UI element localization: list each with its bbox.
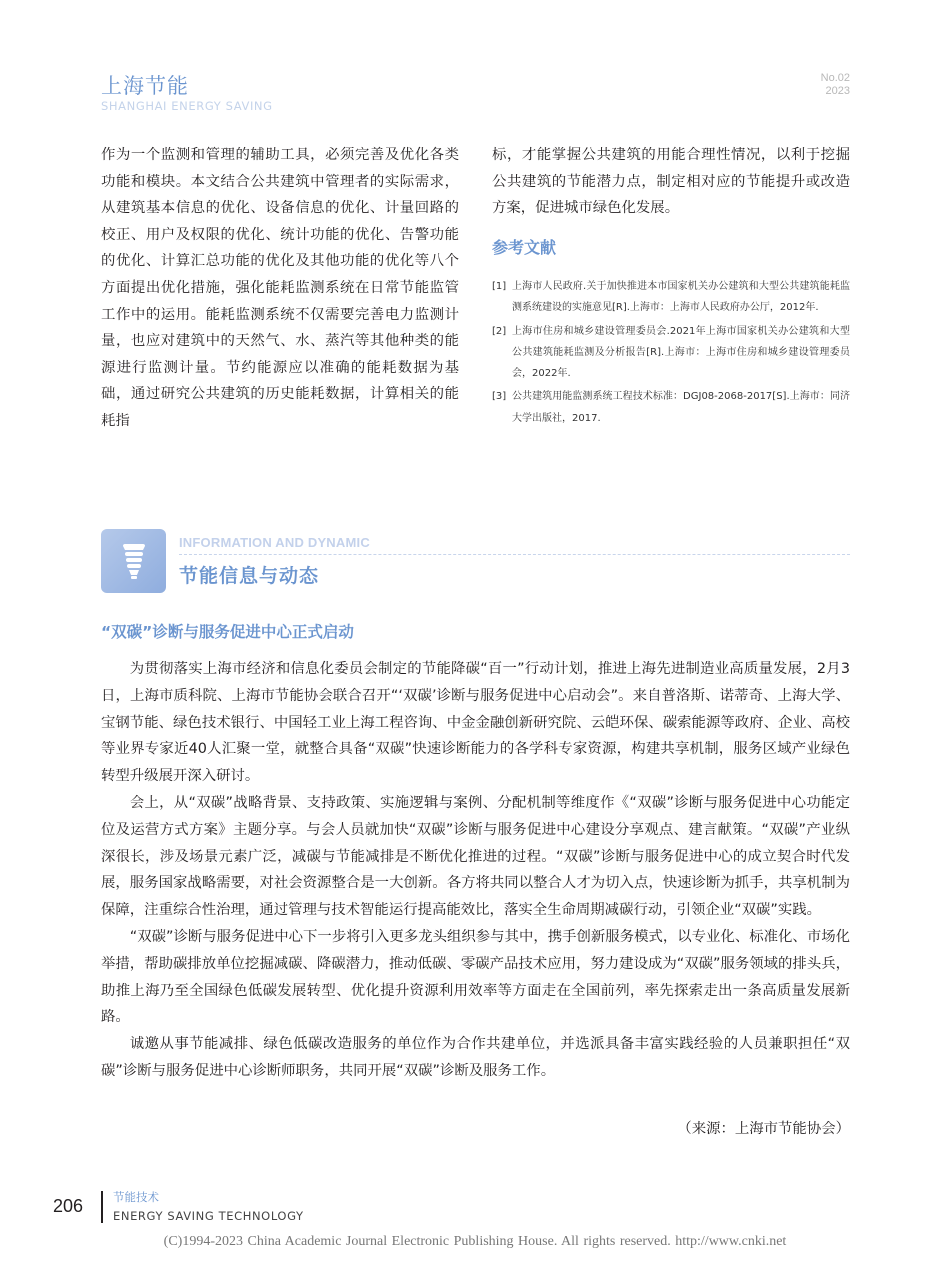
page-number: 206 <box>53 1196 84 1216</box>
footer-journal-en: ENERGY SAVING TECHNOLOGY <box>113 1209 304 1223</box>
references-title: 参考文献 <box>492 238 557 257</box>
reference-text: 公共建筑用能监测系统工程技术标准：DGJ08-2068-2017[S].上海市：同济大学出版社，2017. <box>512 391 850 424</box>
issue-year: 2023 <box>825 85 850 97</box>
right-column-text: 标，才能掌握公共建筑的用能合理性情况，以利于挖掘公共建筑的节能潜力点，制定相对应的节能提升或改造方案，促进城市绿色化发展。 <box>492 147 850 217</box>
section-divider <box>179 554 850 555</box>
reference-text: 上海市住房和城乡建设管理委员会.2021年上海市国家机关办公建筑和大型公共建筑能耗监测及分析报告[R].上海市：上海市住房和城乡建设管理委员会，2022年. <box>512 325 850 380</box>
references-list <box>492 276 850 431</box>
issue-number: No.02 <box>820 72 850 84</box>
article-source: （来源：上海市节能协会） <box>677 1121 850 1137</box>
lightbulb-icon <box>120 542 148 580</box>
reference-item <box>492 321 850 385</box>
reference-number: [2] <box>492 325 507 337</box>
footer-journal-cn: 节能技术 <box>113 1190 159 1204</box>
copyright-notice: (C)1994-2023 China Academic Journal Electronic Publishing House. All rights reserved. http://www.cnki.net <box>163 1234 787 1249</box>
reference-item <box>492 276 850 319</box>
section-title-cn: 节能信息与动态 <box>179 565 320 587</box>
article-paragraph: 为贯彻落实上海市经济和信息化委员会制定的节能降碳“百一”行动计划，推进上海先进制造业高质量发展，2月3日，上海市质科院、上海市节能协会联合召开“‘双碳’诊断与服务促进中心启动会”。来自普洛斯、诺蒂奇、上海大学、宝钢节能、绿色技术银行、中国轻工业上海工程咨询、中金金融创新研究院、云皑环保、碳索能源等政府、企业、高校等业界专家近40人汇聚一堂，就整合具备“双碳”快速诊断能力的各学科专家资源，构建共享机制，服务区域产业绿色转型升级展开深入研讨。 <box>101 661 850 785</box>
journal-header-title: 上海节能 <box>101 74 189 98</box>
reference-number: [3] <box>492 391 507 403</box>
article-title: “双碳”诊断与服务促进中心正式启动 <box>101 623 354 641</box>
left-column-text: 作为一个监测和管理的辅助工具，必须完善及优化各类功能和模块。本文结合公共建筑中管理者的实际需求，从建筑基本信息的优化、设备信息的优化、计量回路的校正、用户及权限的优化、统计功能的优化、告警功能的优化、计算汇总功能的优化及其他功能的优化等八个方面提出优化措施，强化能耗监测系统在日常节能监管工作中的运用。能耗监测系统不仅需要完善电力监测计量，也应对建筑中的天然气、水、蒸汽等其他种类的能源进行监测计量。节约能源应以准确的能耗数据为基础，通过研究公共建筑的历史能耗数据，计算相关的能耗指 <box>101 147 459 429</box>
journal-header-subtitle: SHANGHAI ENERGY SAVING <box>101 99 273 113</box>
footer-divider <box>101 1191 103 1223</box>
article-body <box>101 656 850 1085</box>
reference-item <box>492 386 850 429</box>
issue-info <box>821 72 850 98</box>
reference-number: [1] <box>492 281 507 292</box>
section-title-en: INFORMATION AND DYNAMIC <box>179 535 370 550</box>
article-paragraph: 会上，从“双碳”战略背景、支持政策、实施逻辑与案例、分配机制等维度作《“双碳”诊断与服务促进中心功能定位及运营方式方案》主题分享。与会人员就加快“双碳”诊断与服务促进中心建设分享观点、建言献策。“双碳”产业纵深很长，涉及场景元素广泛，减碳与节能减排是不断优化推进的过程。“双碳”诊断与服务促进中心的成立契合时代发展，服务国家战略需要，对社会资源整合是一大创新。各方将共同以整合人才为切入点，快速诊断为抓手，共享机制为保障，注重综合性治理，通过管理与技术智能运行提高能效比，落实全生命周期减碳行动，引领企业“双碳”实践。 <box>101 794 850 919</box>
reference-text: 上海市人民政府.关于加快推进本市国家机关办公建筑和大型公共建筑能耗监测系统建设的实施意见[R].上海市：上海市人民政府办公厅，2012年. <box>512 281 850 314</box>
article-paragraph: 诚邀从事节能减排、绿色低碳改造服务的单位作为合作共建单位，并选派具备丰富实践经验的人员兼职担任“双碳”诊断与服务促进中心诊断师职务，共同开展“双碳”诊断及服务工作。 <box>101 1036 850 1079</box>
article-paragraph: “双碳”诊断与服务促进中心下一步将引入更多龙头组织参与其中，携手创新服务模式，以专业化、标准化、市场化举措，帮助碳排放单位挖掘减碳、降碳潜力，推动低碳、零碳产品技术应用，努力建设成为“双碳”服务领域的排头兵，助推上海乃至全国绿色低碳发展转型、优化提升资源利用效率等方面走在全国前列，率先探索走出一条高质量发展新路。 <box>101 928 850 1026</box>
section-badge <box>101 529 166 593</box>
